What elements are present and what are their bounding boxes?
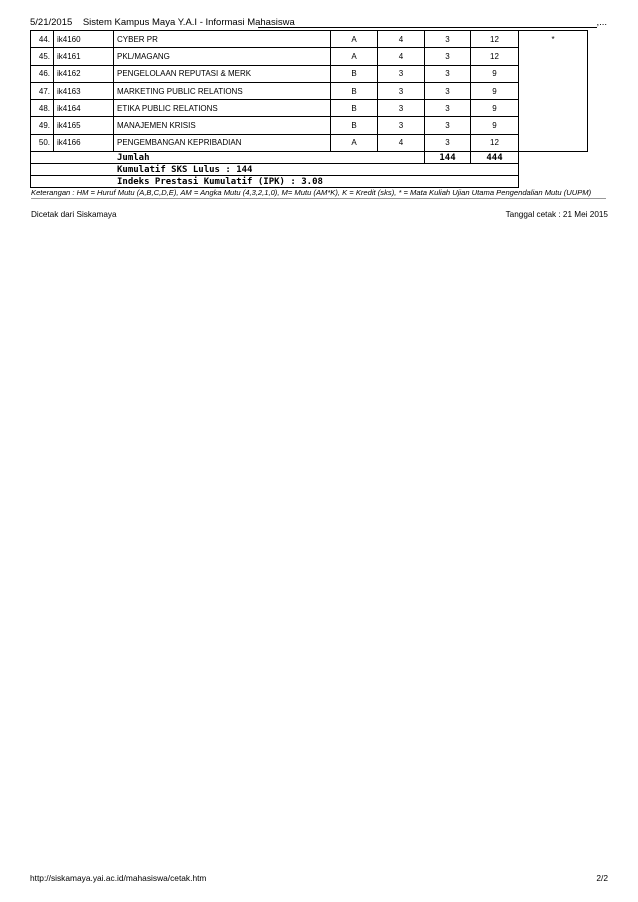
table-row: [31, 48, 588, 65]
table-row: [31, 117, 588, 134]
grade-letter: B: [331, 100, 378, 117]
row-number: 47.: [31, 82, 54, 99]
credits: 3: [425, 31, 471, 48]
course-code: ik4160: [54, 31, 114, 48]
course-code: ik4165: [54, 117, 114, 134]
summary-row-kumulatif: [31, 164, 588, 176]
credits: 3: [425, 82, 471, 99]
jumlah-credits: 144: [425, 152, 471, 164]
page-footer: [30, 873, 608, 883]
summary-spacer: [519, 152, 588, 164]
credits: 3: [425, 117, 471, 134]
grade-point: 4: [378, 134, 425, 151]
course-name: PENGEMBANGAN KEPRIBADIAN: [114, 134, 331, 151]
grades-table-body: [31, 31, 588, 152]
credits: 3: [425, 100, 471, 117]
jumlah-mutu: 444: [471, 152, 519, 164]
course-name: MANAJEMEN KRISIS: [114, 117, 331, 134]
course-name: PENGELOLAAN REPUTASI & MERK: [114, 65, 331, 82]
kumulatif-sks: Kumulatif SKS Lulus : 144: [31, 164, 519, 176]
row-number: 49.: [31, 117, 54, 134]
table-row: [31, 65, 588, 82]
uupm-mark: [519, 48, 588, 65]
row-number: 48.: [31, 100, 54, 117]
ipk-value: Indeks Prestasi Kumulatif (IPK) : 3.08: [31, 176, 519, 188]
grade-letter: B: [331, 82, 378, 99]
table-row: [31, 100, 588, 117]
grade-point: 4: [378, 48, 425, 65]
legend-note: Keterangan : HM = Huruf Mutu (A,B,C,D,E), AM = Angka Mutu (4,3,2,1,0), M= Mutu (AM*K), K = Kredit (sks), * = Mata Kuliah Ujian Utama Pengendalian Mutu (UUPM): [31, 188, 606, 199]
summary-spacer: [519, 164, 588, 176]
summary-spacer: [519, 176, 588, 188]
uupm-mark: [519, 117, 588, 134]
printed-source: Dicetak dari Siskamaya: [31, 210, 117, 219]
page-number: 2/2: [596, 873, 608, 883]
uupm-mark: [519, 82, 588, 99]
print-date: 5/21/2015: [30, 17, 73, 28]
course-name: PKL/MAGANG: [114, 48, 331, 65]
row-number: 45.: [31, 48, 54, 65]
header-rule: [258, 27, 597, 28]
table-row: [31, 134, 588, 151]
footer-url[interactable]: http://siskamaya.yai.ac.id/mahasiswa/cetak.htm: [30, 873, 207, 883]
course-name: CYBER PR: [114, 31, 331, 48]
summary-row-ipk: [31, 176, 588, 188]
summary-row-jumlah: [31, 152, 588, 164]
credits: 3: [425, 134, 471, 151]
quality-points: 9: [471, 65, 519, 82]
uupm-mark: [519, 100, 588, 117]
jumlah-label: Jumlah: [31, 152, 425, 164]
grade-point: 4: [378, 31, 425, 48]
quality-points: 9: [471, 117, 519, 134]
grade-point: 3: [378, 117, 425, 134]
credits: 3: [425, 48, 471, 65]
grade-point: 3: [378, 82, 425, 99]
printed-from-line: [31, 210, 608, 220]
row-number: 44.: [31, 31, 54, 48]
page-title: Sistem Kampus Maya Y.A.I - Informasi Mahasiswa: [82, 17, 295, 28]
quality-points: 9: [471, 82, 519, 99]
course-code: ik4164: [54, 100, 114, 117]
grade-point: 3: [378, 65, 425, 82]
credits: 3: [425, 65, 471, 82]
quality-points: 12: [471, 48, 519, 65]
quality-points: 12: [471, 31, 519, 48]
row-number: 46.: [31, 65, 54, 82]
quality-points: 9: [471, 100, 519, 117]
grade-letter: B: [331, 65, 378, 82]
course-code: ik4163: [54, 82, 114, 99]
quality-points: 12: [471, 134, 519, 151]
grade-letter: A: [331, 134, 378, 151]
course-name: MARKETING PUBLIC RELATIONS: [114, 82, 331, 99]
grade-point: 3: [378, 100, 425, 117]
uupm-mark: *: [519, 31, 588, 48]
uupm-mark: [519, 65, 588, 82]
printed-date: Tanggal cetak : 21 Mei 2015: [505, 210, 608, 219]
table-row: [31, 31, 588, 48]
uupm-mark: [519, 134, 588, 151]
grade-letter: B: [331, 117, 378, 134]
course-name: ETIKA PUBLIC RELATIONS: [114, 100, 331, 117]
summary-body: [31, 152, 588, 188]
course-code: ik4161: [54, 48, 114, 65]
course-code: ik4162: [54, 65, 114, 82]
header-tail: ,...: [596, 17, 607, 28]
grades-table: [30, 30, 588, 188]
course-code: ik4166: [54, 134, 114, 151]
page-header: [30, 16, 607, 30]
grade-letter: A: [331, 48, 378, 65]
grade-letter: A: [331, 31, 378, 48]
row-number: 50.: [31, 134, 54, 151]
table-row: [31, 82, 588, 99]
